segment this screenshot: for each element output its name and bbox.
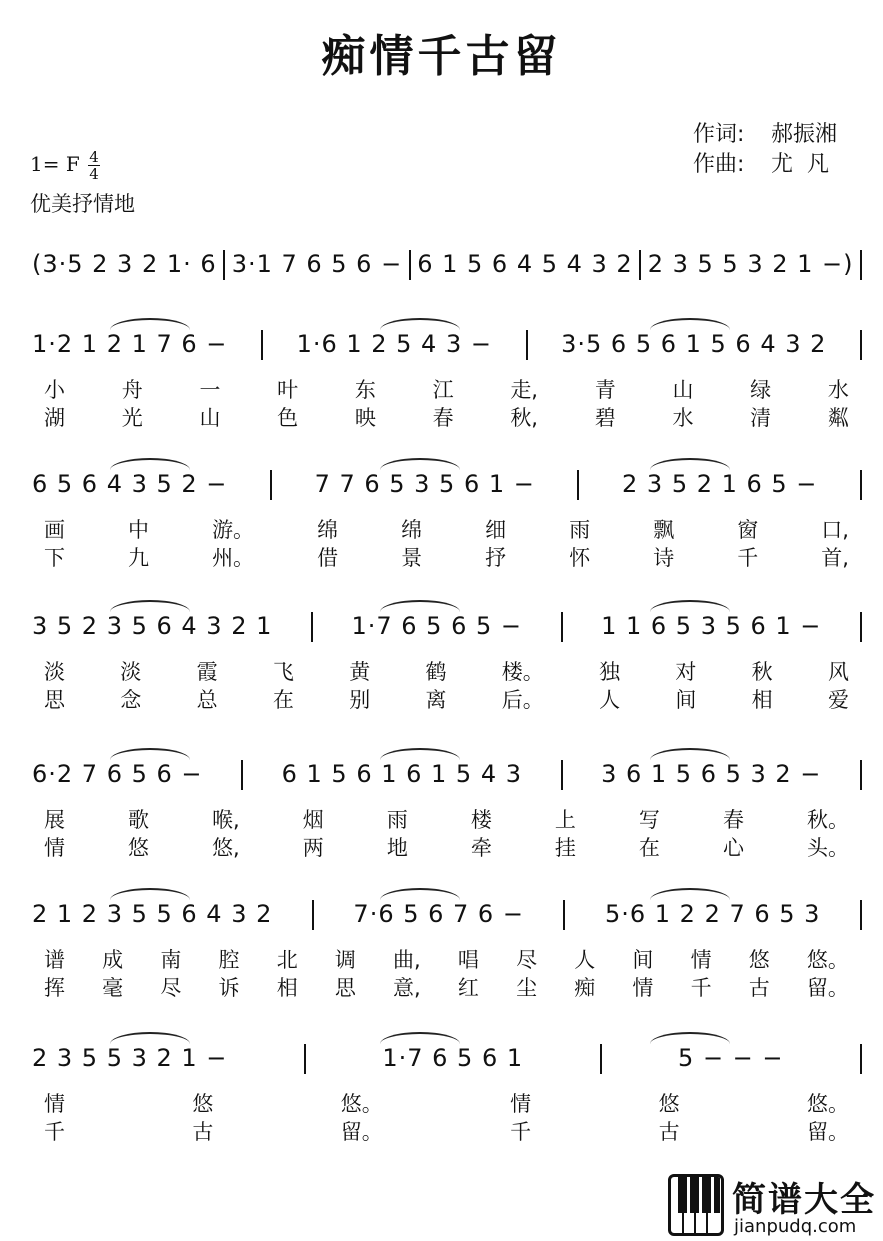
- lyricist-name: 郝振湘: [771, 122, 838, 147]
- lyricist-label: 作词:: [693, 122, 745, 147]
- notes-line: [32, 900, 862, 940]
- lyric-char: 飞: [272, 660, 294, 684]
- notes-line: [32, 760, 862, 800]
- lyric-char: 雨: [386, 808, 408, 832]
- barline: [304, 1044, 306, 1074]
- lyric-char: 东: [354, 378, 376, 402]
- lyric-char: 色: [277, 406, 299, 430]
- song-title: 痴情千古留: [321, 31, 562, 82]
- lyric-char: 腔: [218, 948, 240, 972]
- lyric-char: 喉,: [212, 808, 240, 832]
- lyric-char: 九: [128, 546, 150, 570]
- barline: [860, 900, 862, 930]
- lyric-char: 清: [750, 406, 772, 430]
- lyric-char: 千: [44, 1120, 65, 1144]
- barline: [409, 250, 411, 280]
- score-system: [0, 330, 883, 466]
- lyric-char: 窗: [737, 518, 759, 542]
- lyric-char: 江: [432, 378, 454, 402]
- time-signature: [88, 150, 100, 181]
- lyric-char: 谱: [44, 948, 65, 972]
- lyric-char: 青: [594, 378, 616, 402]
- score-system: [0, 470, 883, 606]
- lyric-char: 绵: [401, 518, 423, 542]
- tempo-marking: 优美抒情地: [30, 192, 135, 216]
- lyric-char: 绿: [750, 378, 772, 402]
- lyric-char: 独: [599, 660, 621, 684]
- lyric-char: 两: [302, 836, 324, 860]
- credits: [693, 120, 837, 180]
- lyric-char: 悠: [658, 1092, 680, 1116]
- lyric-char: 光: [121, 406, 143, 430]
- lyric-char: 古: [658, 1120, 680, 1144]
- lyric-char: 飘: [653, 518, 675, 542]
- lyric-char: 悠。: [340, 1092, 383, 1116]
- lyric-char: 心: [722, 836, 744, 860]
- measure: 2 3 5 2 1 6 5 −: [622, 470, 818, 498]
- barline: [563, 900, 565, 930]
- lyric-char: 山: [672, 378, 694, 402]
- lyrics-verse-2: [44, 1116, 849, 1146]
- lyric-char: 相: [751, 688, 773, 712]
- slur: [650, 748, 730, 760]
- measure: 1·2 1 2 1 7 6 −: [32, 330, 228, 358]
- lyric-char: 挥: [44, 976, 65, 1000]
- lyric-char: 细: [485, 518, 507, 542]
- lyric-char: 小: [44, 378, 65, 402]
- lyric-char: 画: [44, 518, 65, 542]
- lyric-char: 游。: [212, 518, 255, 542]
- score-system: [0, 760, 883, 896]
- barline: [261, 330, 263, 360]
- lyric-char: 景: [401, 546, 423, 570]
- lyric-char: 毫: [102, 976, 124, 1000]
- measure: 1·6 1 2 5 4 3 −: [296, 330, 492, 358]
- measure: 7·6 5 6 7 6 −: [353, 900, 524, 928]
- lyrics-verse-2: [44, 972, 849, 1002]
- barline: [639, 250, 641, 280]
- lyric-char: 留。: [806, 1120, 849, 1144]
- measure: 7 7 6 5 3 5 6 1 −: [314, 470, 535, 498]
- lyric-char: 舟: [121, 378, 143, 402]
- lyric-char: 粼: [827, 406, 849, 430]
- lyric-char: 首,: [821, 546, 849, 570]
- lyric-char: 情: [44, 836, 65, 860]
- lyric-char: 诉: [218, 976, 240, 1000]
- notes-line: [32, 330, 862, 370]
- measure: 6 1 5 6 1 6 1 5 4 3: [281, 760, 522, 788]
- lyric-char: 秋。: [806, 808, 849, 832]
- lyric-char: 思: [44, 688, 65, 712]
- lyric-char: 州。: [212, 546, 255, 570]
- measure: 1 1 6 5 3 5 6 1 −: [601, 612, 822, 640]
- lyric-char: 碧: [594, 406, 616, 430]
- lyric-char: 烟: [302, 808, 324, 832]
- lyric-char: 春: [722, 808, 744, 832]
- lyric-char: 在: [272, 688, 294, 712]
- lyric-char: 水: [827, 378, 849, 402]
- lyric-char: 曲,: [393, 948, 421, 972]
- lyric-char: 风: [827, 660, 849, 684]
- lyric-char: 调: [334, 948, 356, 972]
- lyric-char: 中: [128, 518, 150, 542]
- lyric-char: 悠,: [212, 836, 240, 860]
- lyric-char: 情: [690, 948, 712, 972]
- lyricist-row: [693, 120, 837, 150]
- lyric-char: 雨: [569, 518, 591, 542]
- lyrics-verse-2: [44, 832, 849, 862]
- lyric-char: 千: [737, 546, 759, 570]
- lyric-char: 淡: [120, 660, 142, 684]
- lyric-char: 唱: [457, 948, 479, 972]
- lyric-char: 成: [102, 948, 124, 972]
- lyric-char: 绵: [317, 518, 339, 542]
- barline: [860, 612, 862, 642]
- barline: [526, 330, 528, 360]
- barline: [241, 760, 243, 790]
- lyric-char: 悠: [748, 948, 770, 972]
- lyric-char: 走,: [510, 378, 538, 402]
- lyric-char: 挂: [554, 836, 576, 860]
- lyric-char: 鹤: [425, 660, 447, 684]
- lyrics-verse-1: [44, 944, 849, 974]
- lyric-char: 尽: [160, 976, 182, 1000]
- time-signature-top: 4: [89, 148, 99, 166]
- lyric-char: 尽: [516, 948, 538, 972]
- barline: [860, 760, 862, 790]
- barline: [312, 900, 314, 930]
- score-system: [0, 1044, 883, 1180]
- lyric-char: 悠: [192, 1092, 214, 1116]
- score-system: [0, 612, 883, 748]
- barline: [577, 470, 579, 500]
- composer-label: 作曲:: [693, 152, 745, 177]
- barline: [311, 612, 313, 642]
- lyric-char: 写: [638, 808, 660, 832]
- lyric-char: 悠。: [806, 1092, 849, 1116]
- lyric-char: 间: [632, 948, 654, 972]
- lyric-char: 诗: [653, 546, 675, 570]
- lyric-char: 怀: [569, 546, 591, 570]
- lyric-char: 悠。: [806, 948, 849, 972]
- measure: 2 3 5 5 3 2 1 −: [32, 1044, 228, 1072]
- barline: [561, 760, 563, 790]
- barline: [860, 470, 862, 500]
- lyric-char: 叶: [277, 378, 299, 402]
- lyric-char: 映: [354, 406, 376, 430]
- measure: 3 6 1 5 6 5 3 2 −: [601, 760, 822, 788]
- lyric-char: 淡: [44, 660, 65, 684]
- measure: 6 1 5 6 4 5 4 3 2: [417, 250, 633, 278]
- measure: (3·5 2 3 2 1· 6: [32, 250, 217, 278]
- lyric-char: 口,: [821, 518, 849, 542]
- slur: [110, 748, 190, 760]
- lyric-char: 上: [554, 808, 576, 832]
- lyric-char: 情: [510, 1092, 532, 1116]
- slur: [380, 748, 460, 760]
- lyrics-verse-1: [44, 1088, 849, 1118]
- lyric-char: 人: [574, 948, 596, 972]
- notes-line: [32, 612, 862, 652]
- watermark-url: jianpudq.com: [734, 1216, 857, 1237]
- measure: 5·6 1 2 2 7 6 5 3: [604, 900, 821, 928]
- lyric-char: 在: [638, 836, 660, 860]
- lyric-char: 别: [349, 688, 371, 712]
- lyric-char: 人: [599, 688, 621, 712]
- measure: 6·2 7 6 5 6 −: [32, 760, 203, 788]
- notes-line: [32, 1044, 862, 1084]
- lyric-char: 头。: [806, 836, 849, 860]
- barline: [600, 1044, 602, 1074]
- lyric-char: 南: [160, 948, 182, 972]
- measure: 3·5 6 5 6 1 5 6 4 3 2: [561, 330, 827, 358]
- lyric-char: 湖: [44, 406, 65, 430]
- lyric-char: 情: [632, 976, 654, 1000]
- lyric-char: 后。: [501, 688, 544, 712]
- lyrics-verse-2: [44, 684, 849, 714]
- lyric-char: 楼。: [501, 660, 544, 684]
- measure: 3·1 7 6 5 6 −: [231, 250, 403, 278]
- barline: [561, 612, 563, 642]
- lyric-char: 离: [425, 688, 447, 712]
- measure: 2 3 5 5 3 2 1 −): [647, 250, 854, 278]
- measure: 6 5 6 4 3 5 2 −: [32, 470, 228, 498]
- barline: [860, 330, 862, 360]
- measure: 1·7 6 5 6 5 −: [351, 612, 522, 640]
- lyrics-verse-1: [44, 804, 849, 834]
- lyrics-verse-2: [44, 542, 849, 572]
- lyric-char: 意,: [393, 976, 421, 1000]
- lyric-char: 总: [196, 688, 218, 712]
- lyric-char: 相: [276, 976, 298, 1000]
- measure: 3 5 2 3 5 6 4 3 2 1: [32, 612, 273, 640]
- piano-keys-icon: [668, 1174, 724, 1236]
- lyric-char: 悠: [128, 836, 150, 860]
- lyric-char: 留。: [340, 1120, 383, 1144]
- time-signature-bottom: 4: [89, 165, 99, 183]
- lyric-char: 展: [44, 808, 65, 832]
- watermark-title: 简谱大全: [732, 1180, 876, 1220]
- lyric-char: 秋,: [510, 406, 538, 430]
- lyric-char: 楼: [470, 808, 492, 832]
- lyric-char: 对: [675, 660, 697, 684]
- lyric-char: 痴: [574, 976, 596, 1000]
- lyric-char: 下: [44, 546, 65, 570]
- lyric-char: 红: [457, 976, 479, 1000]
- lyric-char: 千: [690, 976, 712, 1000]
- barline: [223, 250, 225, 280]
- lyrics-verse-1: [44, 514, 849, 544]
- score-system: [0, 900, 883, 1036]
- lyric-char: 一: [199, 378, 221, 402]
- key-signature: 1= F: [30, 152, 80, 176]
- lyric-char: 间: [675, 688, 697, 712]
- lyric-char: 留。: [806, 976, 849, 1000]
- lyric-char: 春: [432, 406, 454, 430]
- lyric-char: 北: [276, 948, 298, 972]
- notes-line: [32, 470, 862, 510]
- composer-name: 尤 凡: [771, 152, 829, 177]
- lyric-char: 爱: [827, 688, 849, 712]
- lyric-char: 古: [748, 976, 770, 1000]
- measure: 1·7 6 5 6 1: [382, 1044, 524, 1072]
- lyrics-verse-2: [44, 402, 849, 432]
- lyric-char: 山: [199, 406, 221, 430]
- lyrics-verse-1: [44, 656, 849, 686]
- barline: [860, 250, 862, 280]
- measure: 2 1 2 3 5 5 6 4 3 2: [32, 900, 273, 928]
- lyric-char: 借: [317, 546, 339, 570]
- barline: [860, 1044, 862, 1074]
- lyric-char: 歌: [128, 808, 150, 832]
- lyric-char: 水: [672, 406, 694, 430]
- barline: [270, 470, 272, 500]
- lyric-char: 思: [334, 976, 356, 1000]
- notes-line: [32, 250, 862, 290]
- watermark-logo: [668, 1172, 878, 1238]
- lyric-char: 地: [386, 836, 408, 860]
- lyric-char: 古: [192, 1120, 214, 1144]
- lyrics-verse-1: [44, 374, 849, 404]
- lyric-char: 抒: [485, 546, 507, 570]
- lyric-char: 念: [120, 688, 142, 712]
- lyric-char: 秋: [751, 660, 773, 684]
- measure: 5 − − −: [678, 1044, 784, 1072]
- composer-row: [693, 150, 837, 180]
- lyric-char: 霞: [196, 660, 218, 684]
- lyric-char: 尘: [516, 976, 538, 1000]
- lyric-char: 牵: [470, 836, 492, 860]
- lyric-char: 黄: [349, 660, 371, 684]
- lyric-char: 千: [510, 1120, 532, 1144]
- lyric-char: 情: [44, 1092, 65, 1116]
